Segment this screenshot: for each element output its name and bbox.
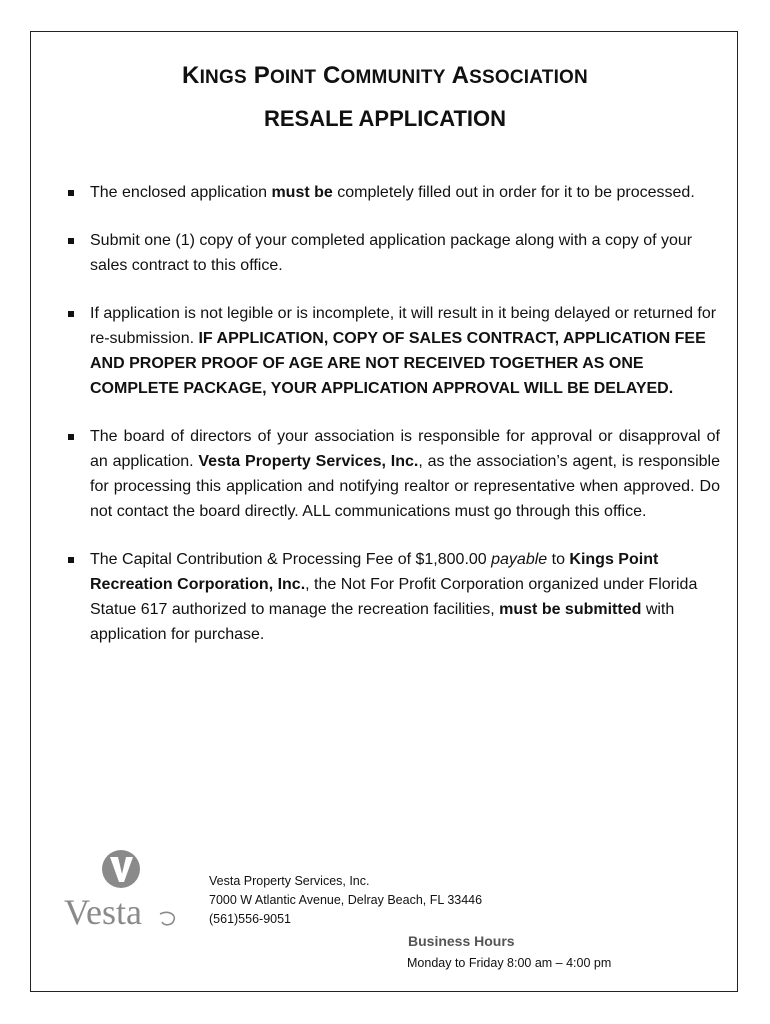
list-item: Submit one (1) copy of your completed application package along with a copy of your sales contract to this office. (64, 228, 720, 278)
bullet-square-icon (68, 238, 74, 244)
business-hours-text: Monday to Friday 8:00 am – 4:00 pm (407, 956, 612, 970)
list-item: The Capital Contribution & Processing Fee of $1,800.00 payable to Kings Point Recreation Corporation, Inc., the Not For Profit Corporation organized under Florida Statue 617 authorized to manage the recreation facilities, must be submitted with application for purchase. (64, 547, 720, 647)
instructions-list (64, 180, 720, 670)
bullet-square-icon (68, 557, 74, 563)
bullet-square-icon (68, 190, 74, 196)
document-title: KINGS POINT COMMUNITY ASSOCIATION (182, 62, 588, 89)
list-item: The board of directors of your association is responsible for approval or disapproval of an application. Vesta Property Services, Inc., as the association’s agent, is responsible for processing this application and notifying realtor or representative when approved. Do not contact the board directly. ALL communications must go through this office. (64, 424, 720, 524)
company-address: 7000 W Atlantic Avenue, Delray Beach, FL 33446 (209, 893, 483, 907)
bullet-square-icon (68, 311, 74, 317)
vesta-logo (62, 848, 182, 940)
bullet-square-icon (68, 434, 74, 440)
list-item: If application is not legible or is incomplete, it will result in it being delayed or returned for re-submission. IF APPLICATION, COPY OF SALES CONTRACT, APPLICATION FEE AND PROPER PROOF OF AGE ARE NOT RECEIVED TOGETHER AS ONE COMPLETE PACKAGE, YOUR APPLICATION APPROVAL WILL BE DELAYED. (64, 301, 720, 401)
company-name: Vesta Property Services, Inc. (209, 874, 370, 888)
vesta-logo-text: Vesta (64, 892, 142, 932)
list-item: The enclosed application must be completely filled out in order for it to be processed. (64, 180, 720, 205)
document-subtitle: RESALE APPLICATION (263, 106, 506, 131)
business-hours-title: Business Hours (408, 933, 515, 949)
contact-block (209, 872, 482, 929)
vesta-v-emblem-icon (62, 848, 182, 940)
company-phone: (561)556-9051 (209, 912, 292, 926)
